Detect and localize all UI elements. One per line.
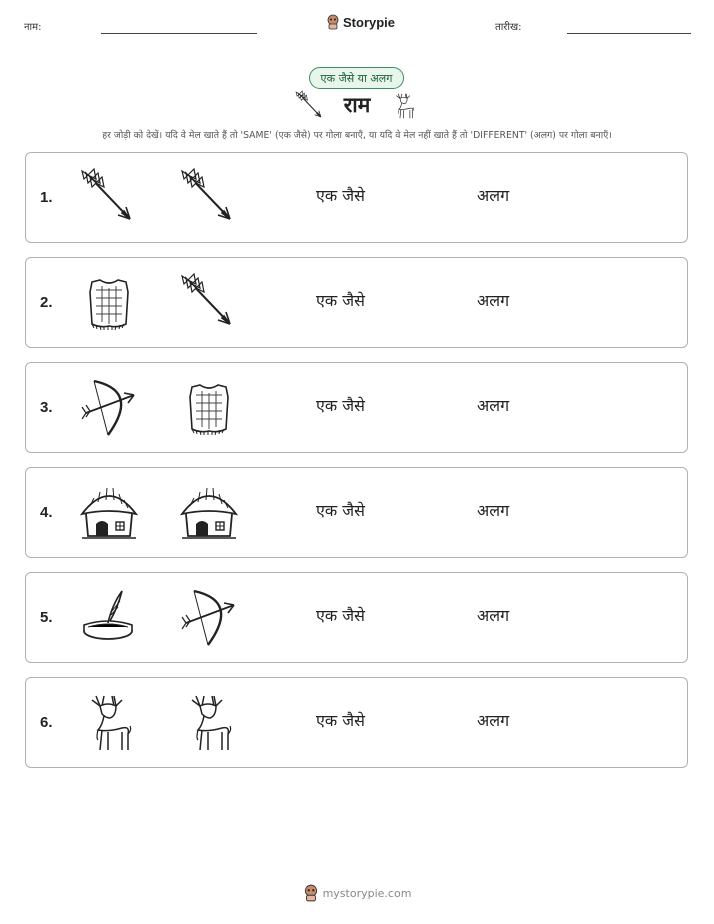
bark-vest-icon — [78, 272, 140, 334]
footer-site: mystorypie.com — [322, 886, 412, 900]
exercise-row — [25, 362, 688, 453]
brand-name: Storypie — [343, 14, 396, 30]
bark-vest-icon — [178, 377, 240, 439]
different-option[interactable]: अलग — [477, 711, 510, 730]
date-blank-line[interactable] — [567, 33, 691, 34]
same-option[interactable]: एक जैसे — [316, 711, 365, 730]
instructions-text: हर जोड़ी को देखें। यदि वे मेल खाते हैं तो 'SAME' (एक जैसे) पर गोला बनाएँ, या यदि वे मेल नहीं खाते हैं तो 'DIFFERENT' (अलग) पर गोला बनाएँ। — [102, 130, 612, 141]
row-number: 5. — [40, 609, 53, 626]
hut-icon — [78, 482, 140, 544]
different-option[interactable]: अलग — [477, 186, 510, 205]
exercise-row — [25, 572, 688, 663]
row-number: 1. — [40, 189, 53, 206]
row-number: 6. — [40, 714, 53, 731]
storypie-mascot-icon — [303, 884, 319, 902]
row-number: 4. — [40, 504, 53, 521]
same-option[interactable]: एक जैसे — [316, 501, 365, 520]
same-option[interactable]: एक जैसे — [316, 606, 365, 625]
different-option[interactable]: अलग — [477, 396, 510, 415]
different-option[interactable]: अलग — [477, 291, 510, 310]
exercise-row — [25, 257, 688, 348]
same-option[interactable]: एक जैसे — [316, 291, 365, 310]
date-label: तारीख: — [495, 22, 522, 33]
arrow-icon — [178, 167, 240, 229]
exercise-row — [25, 467, 688, 558]
different-option[interactable]: अलग — [477, 606, 510, 625]
row-number: 3. — [40, 399, 53, 416]
same-option[interactable]: एक जैसे — [316, 396, 365, 415]
name-blank-line[interactable] — [101, 33, 257, 34]
deer-icon — [178, 692, 240, 754]
row-number: 2. — [40, 294, 53, 311]
bow-and-arrow-icon — [78, 377, 140, 439]
arrow-icon — [178, 272, 240, 334]
deer-icon — [390, 90, 418, 122]
exercise-row — [25, 152, 688, 243]
name-label: नाम: — [24, 22, 42, 33]
crown-icon — [78, 587, 140, 649]
page-title: राम — [343, 92, 371, 117]
same-option[interactable]: एक जैसे — [316, 186, 365, 205]
activity-tag: एक जैसे या अलग — [309, 67, 404, 89]
brand-logo — [326, 14, 395, 30]
footer — [0, 884, 714, 902]
different-option[interactable]: अलग — [477, 501, 510, 520]
worksheet-header — [0, 0, 714, 50]
bow-and-arrow-icon — [178, 587, 240, 649]
arrow-icon — [78, 167, 140, 229]
exercise-row — [25, 677, 688, 768]
deer-icon — [78, 692, 140, 754]
storypie-mascot-icon — [326, 14, 340, 30]
hut-icon — [178, 482, 240, 544]
